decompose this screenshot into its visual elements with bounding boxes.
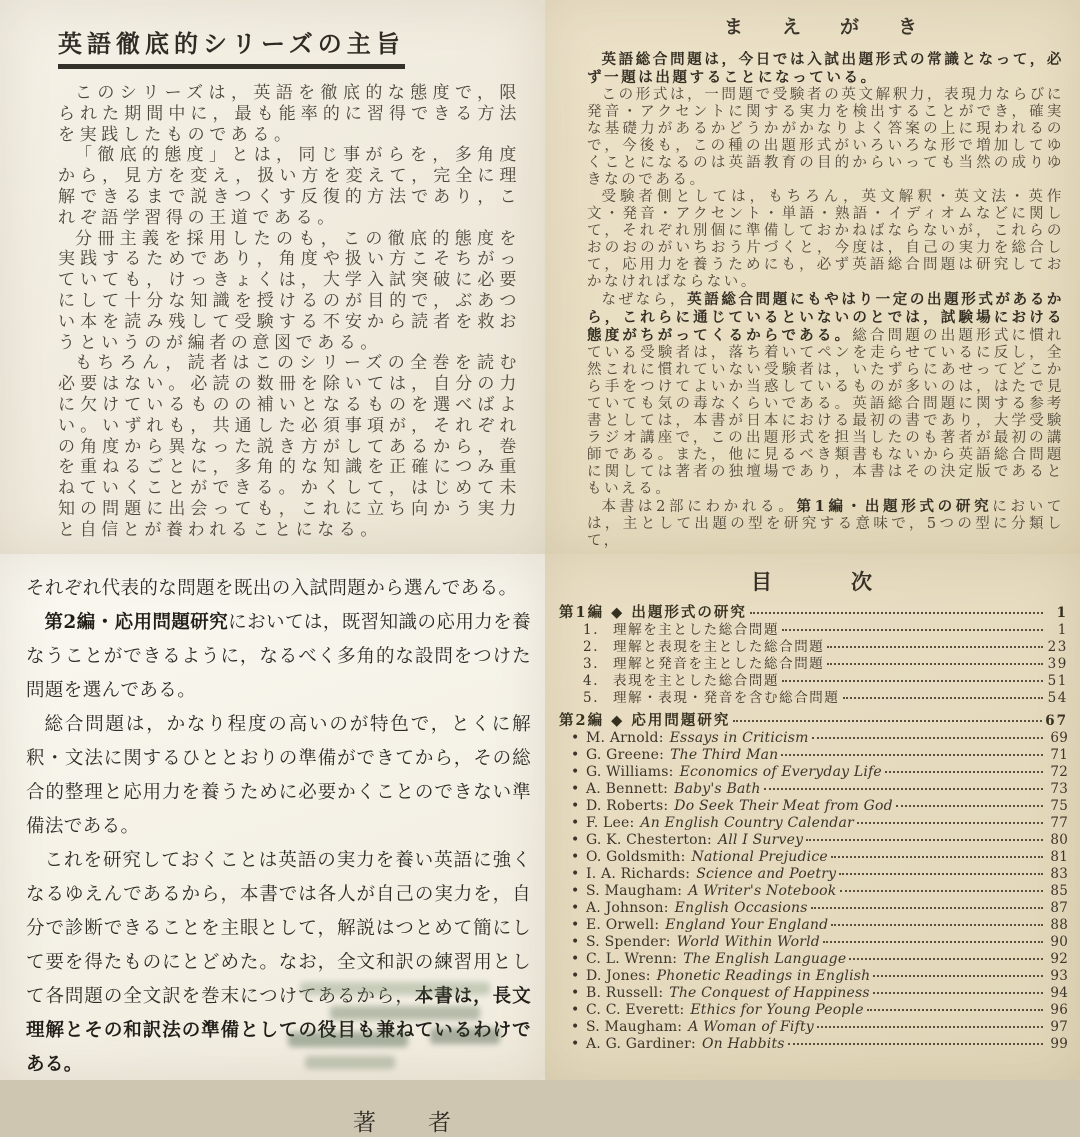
dot-leader (873, 975, 1043, 977)
toc-section-2 (559, 712, 1068, 730)
toc-entry-author: B. Russell: (586, 985, 664, 1001)
dot-leader (811, 907, 1043, 909)
toc-entry (559, 747, 1068, 764)
toc-entry (559, 639, 1068, 656)
toc-entry-title: The English Language (683, 951, 847, 967)
bullet-icon: • (571, 968, 580, 984)
toc-entry-title: National Prejudice (691, 849, 828, 865)
toc-entry-title: Ethics for Young People (690, 1002, 864, 1018)
paragraph: 総合問題は，かなり程度の高いのが特色で，とくに解釈・文法に関するひととおりの準備ができてから，その総合的整理と応用力を養うために必要かくことのできない準備法である。 (26, 714, 531, 837)
toc-entry (559, 1036, 1068, 1053)
toc-entry-author: D. Jones: (586, 968, 651, 984)
toc-entry-title: Baby's Bath (674, 781, 761, 797)
toc-page-number: 92 (1050, 951, 1068, 967)
dot-leader (849, 958, 1043, 960)
toc-page-number: 69 (1050, 730, 1068, 746)
dot-leader (896, 805, 1043, 807)
toc-entry-author: I. A. Richards: (586, 866, 691, 882)
paragraph: 「徹底的態度」とは，同じ事がらを，多角度から，見方を変え，扱い方を変えて，完全に理解できるまで説きつくす反復的方法であり，これぞ語学習得の王道である。 (58, 145, 521, 228)
toc-page-number: 72 (1050, 764, 1068, 780)
page-preface-continued (0, 554, 545, 1136)
toc-page-number: 81 (1050, 849, 1068, 865)
dot-leader (823, 941, 1043, 943)
toc-entry-label: 表現を主とした総合問題 (613, 673, 780, 689)
toc-page-number: 97 (1050, 1019, 1068, 1035)
bullet-icon: • (571, 730, 580, 746)
dot-leader (788, 1043, 1043, 1045)
toc-page-number: 54 (1047, 690, 1068, 706)
bullet-icon: • (571, 1002, 580, 1018)
toc-entry-title: An English Country Calendar (640, 815, 854, 831)
toc-entry (559, 764, 1068, 781)
toc-entry-number: 4. (583, 673, 600, 689)
bullet-icon: • (571, 934, 580, 950)
bullet-icon: • (571, 917, 580, 933)
dot-leader (831, 856, 1043, 858)
paragraph: 受験者側としては，もちろん，英文解釈・英文法・英作文・発音・アクセント・単語・熟語・イディオムなどに関して，それぞれ別個に準備しておかねばならないが，これらのおのおのがいちおう片づくと，今度は，自己の実力を総合して，応用力を養うためにも，必ず英語総合問題は研究しておかなければならない。 (587, 189, 1064, 290)
bullet-icon: • (571, 832, 580, 848)
paragraph: この形式は，一問題で受験者の英文解釈力，表現力ならびに発音・アクセントに関する実力を検出することができ，確実な基礎力があるかどうかがかなりよく答案の上に現われるので，今後も，この種の出題形式がいろいろな形で増加してゆくことになるのは英語教育の目的からいっても当然の成りゆきなのである。 (587, 87, 1064, 188)
bullet-icon: • (571, 764, 580, 780)
series-purpose-body (58, 83, 521, 541)
toc-entry-title: The Conquest of Happiness (669, 985, 870, 1001)
dot-leader (839, 873, 1043, 875)
toc-page-number: 94 (1050, 985, 1068, 1001)
toc-entry (559, 730, 1068, 747)
toc-entry-author: A. Bennett: (586, 781, 669, 797)
toc-entry (559, 900, 1068, 917)
toc-section-2-entries (559, 730, 1068, 1053)
toc-entry (559, 690, 1068, 707)
bullet-icon: • (571, 1019, 580, 1035)
toc-entry-title: Economics of Everyday Life (679, 764, 882, 780)
paragraph: これを研究しておくことは英語の実力を養い英語に強くなるゆえんであるから，本書では各人が自己の実力を，自分で診断できることを主眼として，解説はつとめて簡にして要を得たものにとどめた。なお，全文和訳の練習用として各問題の全文訳を巻末につけてあるから，本書は，長文理解とその和訳法の準備としての役目も兼ねているわけである。 (26, 850, 531, 1075)
toc-entry-author: C. C. Everett: (586, 1002, 685, 1018)
toc-entry (559, 673, 1068, 690)
toc-entry-title: All I Survey (717, 832, 804, 848)
dot-leader (885, 771, 1043, 773)
toc-entry (559, 1002, 1068, 1019)
bullet-icon: • (571, 900, 580, 916)
toc-page-number: 77 (1050, 815, 1068, 831)
paragraph: それぞれ代表的な問題を既出の入試問題から選んである。 (26, 578, 518, 599)
toc-entry (559, 622, 1068, 639)
toc-page-number: 87 (1050, 900, 1068, 916)
preface-body (587, 51, 1064, 550)
dot-leader (843, 697, 1044, 699)
bullet-icon: • (571, 815, 580, 831)
dot-leader (812, 737, 1043, 739)
toc-page-number: 96 (1050, 1002, 1068, 1018)
toc-entry-label: 理解と発音を主とした総合問題 (613, 656, 825, 672)
toc-entry-title: Essays in Criticism (669, 730, 809, 746)
toc-page-number: 75 (1050, 798, 1068, 814)
preface-title: ま え が き (723, 16, 927, 38)
bullet-icon: • (571, 747, 580, 763)
toc-page-number: 67 (1045, 713, 1068, 729)
toc-entry-number: 3. (583, 656, 600, 672)
author-signature: 著 者 (353, 1110, 453, 1136)
toc-entry-number: 2. (583, 639, 600, 655)
toc-entry (559, 985, 1068, 1002)
toc-page-number: 23 (1047, 639, 1068, 655)
bullet-icon: • (571, 849, 580, 865)
toc-page-number: 73 (1050, 781, 1068, 797)
dot-leader (857, 822, 1043, 824)
toc-entry (559, 798, 1068, 815)
toc-entry-author: A. Johnson: (586, 900, 669, 916)
dot-leader (733, 720, 1042, 722)
paragraph: もちろん，読者はこのシリーズの全巻を読む必要はない。必読の数冊を除いては，自分の力に欠けているものの補いとなるものを選べばよい。いずれも，共通した必須事項が，それぞれの角度から異なった説き方がしてあるから，巻を重ねるごとに，多角的な知識を正確につみ重ねていくことができる。かくして，はじめて未知の問題に出会っても，これに立ち向かう実力と自信とが養われることになる。 (58, 353, 521, 540)
dot-leader (764, 788, 1043, 790)
toc-entry (559, 951, 1068, 968)
bullet-icon: • (571, 985, 580, 1001)
toc-entry-author: M. Arnold: (586, 730, 664, 746)
toc-entry (559, 968, 1068, 985)
toc-entry-title: Science and Poetry (696, 866, 837, 882)
toc-entry-title: A Writer's Notebook (688, 883, 837, 899)
toc-entry-author: S. Spender: (586, 934, 671, 950)
toc-entry-author: F. Lee: (586, 815, 635, 831)
toc-entry (559, 866, 1068, 883)
page-series-purpose (0, 0, 545, 554)
toc-page-number: 83 (1050, 866, 1068, 882)
toc-entry-title: England Your England (665, 917, 829, 933)
toc-entry-title: The Third Man (670, 747, 779, 763)
toc-page-number: 88 (1050, 917, 1068, 933)
toc-page-number: 1 (1056, 605, 1068, 621)
toc-page-number: 93 (1050, 968, 1068, 984)
toc-entry-author: A. G. Gardiner: (586, 1036, 696, 1052)
toc-entry (559, 917, 1068, 934)
paragraph: 第2編・応用問題研究においては，既習知識の応用力を養なうことができるように，なるべく多角的な設問をつけた問題を選んである。 (26, 612, 532, 701)
dot-leader (827, 646, 1043, 648)
toc-section-label: 第1編 ◆ 出題形式の研究 (559, 604, 747, 621)
toc-entry (559, 832, 1068, 849)
toc-entry-title: Do Seek Their Meat from God (674, 798, 893, 814)
paragraph: 分冊主義を採用したのも，この徹底的態度を実践するためであり，角度や扱い方こそちがっていても，けっきょくは，大学入試突破に必要にして十分な知識を授けるのが目的で，ぶあつい本を読み残して受験する不安から読者を救おうというのが編者の意図である。 (58, 228, 521, 353)
dot-leader (867, 1009, 1043, 1011)
toc-entry-author: O. Goldsmith: (586, 849, 686, 865)
dot-leader (806, 839, 1043, 841)
toc-entry-author: G. K. Chesterton: (586, 832, 712, 848)
preface-continued-body (26, 572, 531, 1082)
series-purpose-title: 英語徹底的シリーズの主旨 (58, 24, 405, 69)
toc-page-number: 1 (1057, 622, 1068, 638)
toc-entry-author: S. Maugham: (586, 1019, 683, 1035)
toc-page-number: 90 (1050, 934, 1068, 950)
toc-section-1-items (559, 622, 1068, 707)
toc-section-1 (559, 604, 1068, 622)
toc-page-number: 85 (1050, 883, 1068, 899)
toc-page-number: 51 (1047, 673, 1068, 689)
dot-leader (750, 612, 1043, 614)
toc-entry-title: English Occasions (674, 900, 808, 916)
toc-entry-label: 理解・表現・発音を含む総合問題 (613, 690, 840, 706)
paragraph: なぜなら，英語総合問題にもやはり一定の出題形式があるから，これらに通じているといないのとでは，試験場における態度がちがってくるからである。総合問題の出題形式に慣れている受験者は，落ち着いてペンを走らせているに反し，全然これに慣れていない受験者は，いたずらにあせってどこから手をつけてよいか当惑しているものが多いのは，はたで見ていても気の毒なくらいである。英語総合問題に関する参考書としては，本書が日本における最初の書であり，大学受験ラジオ講座で，この出題形式を担当したのも著者が最初の講師である。また，他に見るべき類書もないから英語総合問題に関しては著者の独壇場であり，本書はその決定版であるともいえる。 (587, 291, 1064, 497)
bullet-icon: • (571, 951, 580, 967)
page-preface (545, 0, 1080, 554)
toc-entry (559, 781, 1068, 798)
bullet-icon: • (571, 883, 580, 899)
toc-entry-author: G. Greene: (586, 747, 665, 763)
toc-entry-author: E. Orwell: (586, 917, 660, 933)
toc-entry-author: D. Roberts: (586, 798, 669, 814)
bullet-icon: • (571, 866, 580, 882)
toc-title: 目 次 (751, 569, 876, 594)
dot-leader (817, 1026, 1043, 1028)
toc-entry-number: 5. (583, 690, 600, 706)
toc-entry-title: On Habbits (701, 1036, 785, 1052)
toc-entry-author: G. Williams: (586, 764, 674, 780)
toc-entry (559, 815, 1068, 832)
toc-entry-title: World Within World (676, 934, 820, 950)
toc-entry (559, 934, 1068, 951)
toc-entry-title: A Woman of Fifty (688, 1019, 814, 1035)
dot-leader (781, 754, 1043, 756)
page-toc (545, 554, 1080, 1080)
toc-entry (559, 883, 1068, 900)
bullet-icon: • (571, 798, 580, 814)
toc-page-number: 39 (1047, 656, 1068, 672)
dot-leader (827, 663, 1043, 665)
toc-entry-label: 理解を主とした総合問題 (613, 622, 780, 638)
toc-entry-title: Phonetic Readings in English (656, 968, 871, 984)
toc-section-label: 第2編 ◆ 応用問題研究 (559, 712, 731, 729)
toc-entry-author: S. Maugham: (586, 883, 683, 899)
paragraph: 英語総合問題は，今日では入試出題形式の常識となって，必ず一題は出題することになっている。 (587, 51, 1064, 86)
toc-entry-label: 理解と表現を主とした総合問題 (613, 639, 825, 655)
toc-entry-author: C. L. Wrenn: (586, 951, 678, 967)
dot-leader (782, 680, 1043, 682)
dot-leader (840, 890, 1044, 892)
bullet-icon: • (571, 781, 580, 797)
toc-page-number: 71 (1050, 747, 1068, 763)
toc-entry (559, 849, 1068, 866)
toc-entry (559, 656, 1068, 673)
toc-page-number: 80 (1050, 832, 1068, 848)
dot-leader (831, 924, 1043, 926)
toc-page-number: 99 (1050, 1036, 1068, 1052)
dot-leader (873, 992, 1043, 994)
paragraph: 本書は2部にわかれる。第1編・出題形式の研究においては，主として出題の型を研究する意味で，5つの型に分類して， (587, 498, 1064, 549)
toc-entry (559, 1019, 1068, 1036)
bullet-icon: • (571, 1036, 580, 1052)
toc-entry-number: 1. (583, 622, 600, 638)
paragraph: このシリーズは，英語を徹底的な態度で，限られた期間中に，最も能率的に習得できる方法を実践したものである。 (58, 83, 521, 145)
dot-leader (782, 629, 1043, 631)
